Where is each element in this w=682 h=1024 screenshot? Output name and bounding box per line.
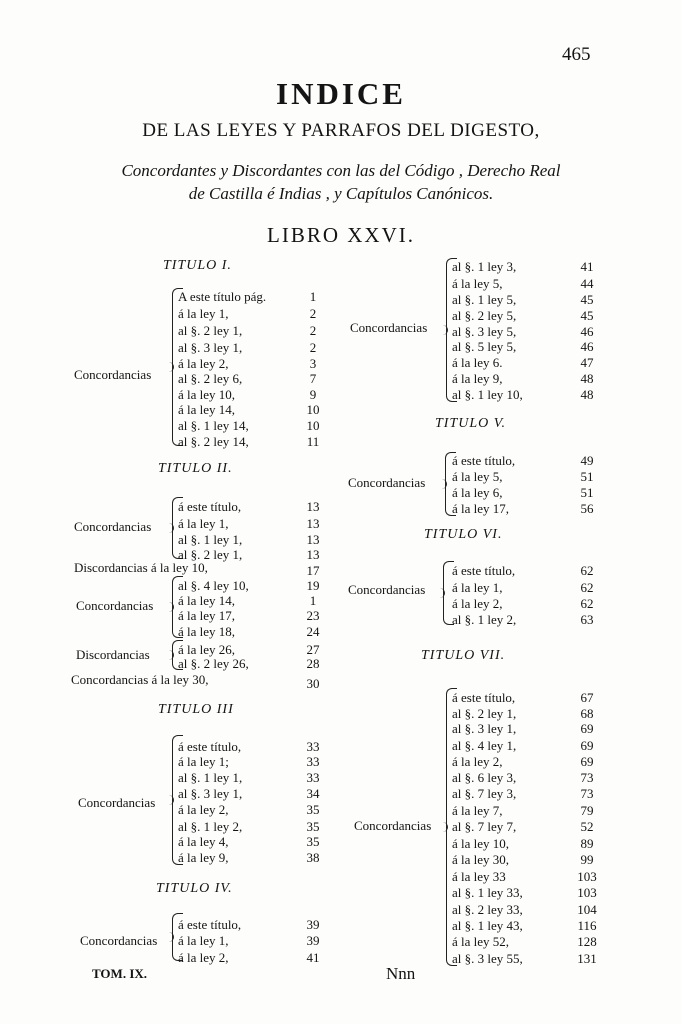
index-entry-page-number: 13 [306, 547, 320, 562]
index-entry-text: á la ley 2, [452, 754, 503, 769]
index-entry-page-number: 46 [580, 339, 594, 354]
index-entry-text: á la ley 4, [178, 834, 229, 849]
concordancias-label: Concordancias [350, 320, 428, 335]
index-entry-text: al §. 7 ley 7, [452, 819, 517, 834]
index-entry-page-number: 24 [306, 624, 320, 639]
index-entry-text: á la ley 6. [452, 355, 503, 370]
index-entry-text: á la ley 14, [178, 402, 236, 417]
index-entry-page-number: 10 [306, 418, 320, 433]
index-entry-page-number: 48 [580, 371, 594, 386]
index-entry-page-number: 13 [306, 532, 320, 547]
index-entry-text: á este título, [452, 563, 516, 578]
index-entry-text: á la ley 5, [452, 469, 503, 484]
index-entry-text: á la ley 52, [452, 934, 510, 949]
index-entry-text: á la ley 1, [178, 933, 229, 948]
concordancias-label: Concordancias [348, 475, 426, 490]
index-entry-page-number: 45 [580, 292, 594, 307]
index-entry-page-number: 73 [580, 786, 594, 801]
index-entry-page-number: 38 [306, 850, 320, 865]
index-entry-text: á la ley 2, [178, 356, 229, 371]
index-entry-text: á la ley 9, [452, 371, 503, 386]
index-entry-page-number: 56 [580, 501, 594, 516]
index-entry-text: al §. 3 ley 5, [452, 324, 517, 339]
index-entry-page-number: 3 [309, 356, 317, 371]
index-entry-text: al §. 3 ley 1, [452, 721, 517, 736]
concordancias-label: Concordancias [348, 582, 426, 597]
index-entry-text: á este título, [178, 499, 242, 514]
index-entry-page-number: 7 [309, 371, 317, 386]
index-entry-page-number: 1 [309, 289, 317, 304]
index-entry-text: al §. 1 ley 2, [452, 612, 517, 627]
index-entry-text: á este título, [452, 690, 516, 705]
index-entry-text: al §. 3 ley 1, [178, 340, 243, 355]
index-entry-text: al §. 3 ley 55, [452, 951, 523, 966]
titulo-2-heading: TITULO II. [158, 461, 233, 476]
concordancias-label: Concordancias [74, 519, 152, 534]
index-entry-page-number: 30 [306, 676, 320, 691]
index-entry-text: al §. 6 ley 3, [452, 770, 517, 785]
index-entry-text: á la ley 6, [452, 485, 503, 500]
index-entry-text: á la ley 2, [178, 950, 229, 965]
subtitle-italic-line-1: Concordantes y Discordantes con las del Código , Derecho Real [121, 161, 561, 180]
index-entry-page-number: 13 [306, 499, 320, 514]
index-entry-page-number: 69 [580, 738, 594, 753]
index-entry-text: á la ley 17, [452, 501, 510, 516]
index-entry-page-number: 63 [580, 612, 594, 627]
index-entry-page-number: 35 [306, 834, 320, 849]
concordancias-label: Concordancias [76, 598, 154, 613]
index-entry-page-number: 68 [580, 706, 594, 721]
index-entry-text: á la ley 10, [178, 387, 236, 402]
index-entry-text: á la ley 1; [178, 754, 229, 769]
index-entry-page-number: 19 [306, 578, 320, 593]
index-entry-page-number: 73 [580, 770, 594, 785]
index-entry-page-number: 103 [577, 885, 597, 900]
index-entry-text: al §. 1 ley 3, [452, 259, 517, 274]
index-entry-page-number: 62 [580, 596, 594, 611]
index-entry-text: á la ley 5, [452, 276, 503, 291]
index-entry-text: á la ley 18, [178, 624, 236, 639]
page-number: 465 [562, 44, 591, 65]
index-entry-page-number: 89 [580, 836, 594, 851]
index-entry-text: al §. 2 ley 33, [452, 902, 523, 917]
index-entry-text: al §. 2 ley 5, [452, 308, 517, 323]
index-entry-text: á la ley 1, [178, 306, 229, 321]
index-entry-text: á la ley 26, [178, 642, 236, 657]
index-entry-page-number: 103 [577, 869, 597, 884]
index-entry-text: á la ley 1, [178, 516, 229, 531]
index-entry-text: al §. 3 ley 1, [178, 786, 243, 801]
index-entry-text: al §. 1 ley 43, [452, 918, 523, 933]
index-entry-text: á la ley 17, [178, 608, 236, 623]
titulo-4-heading: TITULO IV. [156, 881, 233, 896]
index-entry-page-number: 1 [309, 593, 317, 608]
index-entry-text: al §. 1 ley 5, [452, 292, 517, 307]
index-entry-text: al §. 4 ley 10, [178, 578, 249, 593]
index-entry-page-number: 67 [580, 690, 594, 705]
index-entry-page-number: 35 [306, 802, 320, 817]
discordancias-line: Discordancias á la ley 10, [74, 560, 208, 575]
index-entry-page-number: 128 [577, 934, 597, 949]
index-entry-text: al §. 2 ley 1, [452, 706, 517, 721]
page-title: INDICE [276, 76, 406, 111]
index-entry-page-number: 46 [580, 324, 594, 339]
index-entry-text: al §. 7 ley 3, [452, 786, 517, 801]
index-entry-page-number: 44 [580, 276, 594, 291]
index-entry-page-number: 51 [580, 485, 594, 500]
concordancias-label: Concordancias [354, 818, 432, 833]
index-entry-page-number: 34 [306, 786, 320, 801]
titulo-7-heading: TITULO VII. [421, 648, 506, 663]
index-entry-page-number: 2 [309, 306, 317, 321]
index-entry-page-number: 39 [306, 933, 320, 948]
index-entry-text: al §. 1 ley 14, [178, 418, 249, 433]
index-entry-text: A este título pág. [178, 289, 267, 304]
index-entry-page-number: 13 [306, 516, 320, 531]
titulo-3-heading: TITULO III [158, 702, 234, 717]
index-entry-page-number: 62 [580, 563, 594, 578]
index-entry-page-number: 17 [306, 563, 320, 578]
index-entry-page-number: 33 [306, 754, 320, 769]
page-subtitle: DE LAS LEYES Y PARRAFOS DEL DIGESTO, [142, 120, 540, 141]
index-entry-text: al §. 2 ley 14, [178, 434, 249, 449]
subtitle-italic-line-2: de Castilla é Indias , y Capítulos Canónicos. [188, 184, 494, 203]
volume-footer: TOM. IX. [92, 966, 148, 981]
index-entry-text: al §. 1 ley 2, [178, 819, 243, 834]
index-entry-text: al §. 5 ley 5, [452, 339, 517, 354]
index-entry-text: á la ley 30, [452, 852, 510, 867]
index-entry-text: al §. 2 ley 6, [178, 371, 243, 386]
titulo-6-heading: TITULO VI. [424, 527, 503, 542]
index-entry-text: al §. 2 ley 1, [178, 323, 243, 338]
index-entry-page-number: 52 [580, 819, 594, 834]
index-entry-page-number: 131 [577, 951, 597, 966]
index-entry-page-number: 39 [306, 917, 320, 932]
discordancias-label: Discordancias [76, 647, 150, 662]
index-entry-text: á este título, [178, 917, 242, 932]
index-entry-text: al §. 1 ley 10, [452, 387, 523, 402]
index-entry-page-number: 28 [306, 656, 320, 671]
index-entry-page-number: 11 [306, 434, 320, 449]
index-entry-text: á la ley 1, [452, 580, 503, 595]
index-entry-page-number: 2 [309, 323, 317, 338]
index-entry-text: á este título, [452, 453, 516, 468]
index-entry-text: á la ley 14, [178, 593, 236, 608]
titulo-1-heading: TITULO I. [163, 258, 232, 273]
index-entry-page-number: 51 [580, 469, 594, 484]
index-entry-text: á la ley 9, [178, 850, 229, 865]
index-entry-page-number: 49 [580, 453, 594, 468]
index-entry-text: al §. 1 ley 1, [178, 532, 243, 547]
concordancias-label: Concordancias [78, 795, 156, 810]
index-entry-page-number: 33 [306, 770, 320, 785]
index-entry-page-number: 45 [580, 308, 594, 323]
index-entry-page-number: 33 [306, 739, 320, 754]
index-entry-page-number: 9 [309, 387, 317, 402]
index-entry-page-number: 69 [580, 721, 594, 736]
index-entry-text: á este título, [178, 739, 242, 754]
index-entry-page-number: 79 [580, 803, 594, 818]
index-entry-page-number: 23 [306, 608, 320, 623]
index-entry-page-number: 69 [580, 754, 594, 769]
index-entry-text: al §. 2 ley 1, [178, 547, 243, 562]
index-entry-page-number: 104 [577, 902, 597, 917]
concordancias-label: Concordancias [74, 367, 152, 382]
index-entry-text: á la ley 33 [452, 869, 506, 884]
concordancias-label: Concordancias [80, 933, 158, 948]
index-entry-text: á la ley 2, [178, 802, 229, 817]
titulo-5-heading: TITULO V. [435, 416, 506, 431]
concordancias-line: Concordancias á la ley 30, [71, 672, 209, 687]
index-entry-text: á la ley 7, [452, 803, 503, 818]
index-entry-page-number: 62 [580, 580, 594, 595]
index-entry-page-number: 116 [577, 918, 597, 933]
index-entry-page-number: 27 [306, 642, 320, 657]
index-entry-text: al §. 1 ley 1, [178, 770, 243, 785]
index-entry-text: al §. 2 ley 26, [178, 656, 249, 671]
index-entry-page-number: 10 [306, 402, 320, 417]
index-entry-page-number: 47 [580, 355, 594, 370]
book-heading: LIBRO XXVI. [267, 223, 415, 247]
index-entry-page-number: 99 [580, 852, 594, 867]
index-entry-text: á la ley 2, [452, 596, 503, 611]
index-entry-page-number: 48 [580, 387, 594, 402]
index-entry-page-number: 35 [306, 819, 320, 834]
index-entry-text: al §. 1 ley 33, [452, 885, 523, 900]
index-entry-page-number: 41 [306, 950, 320, 965]
index-entry-page-number: 41 [580, 259, 594, 274]
index-entry-text: á la ley 10, [452, 836, 510, 851]
index-entry-text: al §. 4 ley 1, [452, 738, 517, 753]
signature-mark: Nnn [386, 964, 416, 983]
index-entry-page-number: 2 [309, 340, 317, 355]
